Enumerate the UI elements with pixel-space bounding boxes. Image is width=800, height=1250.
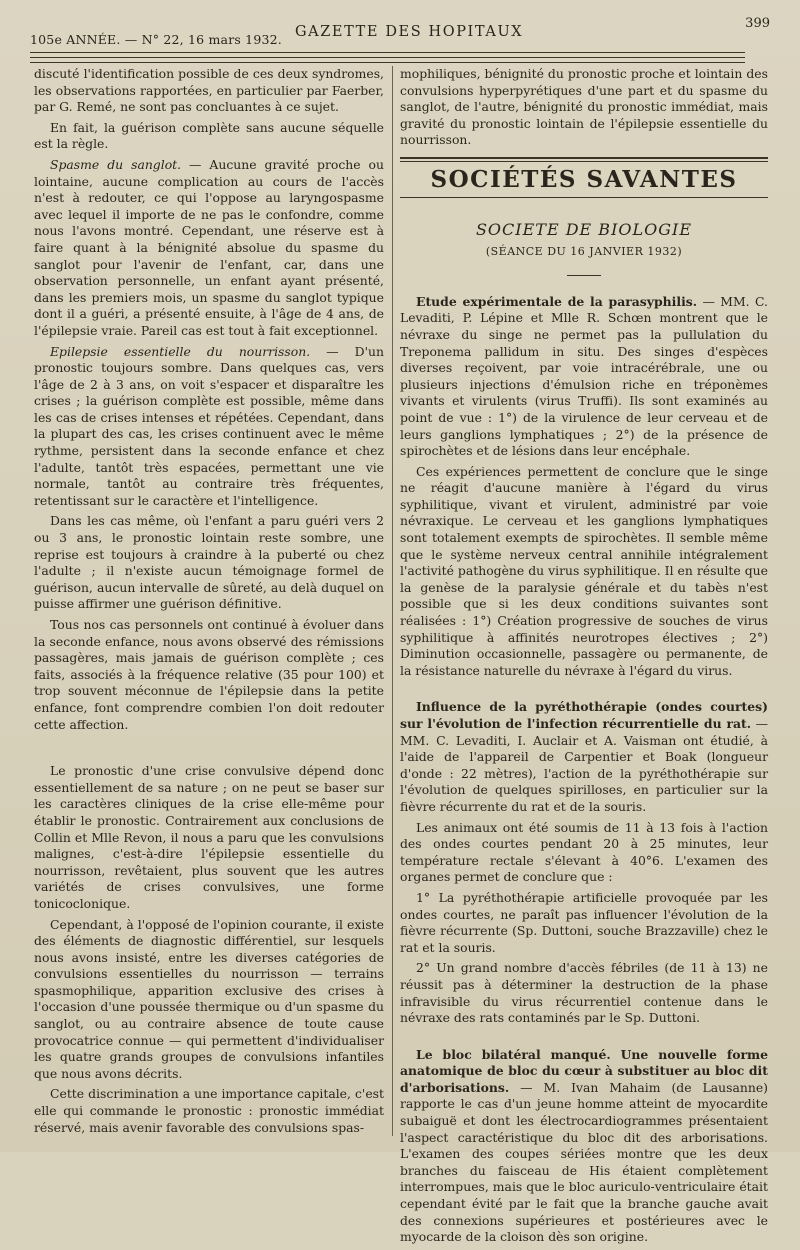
section-rule xyxy=(400,197,768,198)
entry-paragraph: Etude expérimentale de la parasyphilis. — MM. C. Levaditi, P. Lépine et Mlle R. Schœn montrent que le névraxe du singe ne permet pas la pullulation du Treponema pallidum in situ. Des singes d'espèces diverses reçoivent, par voie intracérébrale, une ou plusieurs injections d'émulsion riche en tréponèmes vivants et virulents (virus Truffi). Ils sont examinés au point de vue : 1°) de la virulence de leur cerveau et de leurs ganglions lymphatiques ; 2°) de la présence de spirochètes et de lésions dans leur encéphale. xyxy=(400,293,769,459)
header-rule xyxy=(30,57,745,58)
paragraph: Cependant, à l'opposé de l'opinion courante, il existe des éléments de diagnostic différentiel, sur lesquels nous avons insisté, entre les diverses catégories de convulsions essentielles du nourrisson — terrains spasmophilique, apparition exclusive des crises à l'occasion d'une poussée thermique ou d'un spasme du sanglot, ou au contraire absence de toute cause provocatrice connue — qui permettent d'individualiser les quatre grands groupes de convulsions infantiles que nous avons décrits. xyxy=(34,916,384,1081)
paragraph: Epilepsie essentielle du nourrisson. — D'un pronostic toujours sombre. Dans quelques cas, vers l'âge de 2 à 3 ans, on voit s'espacer et disparaître les crises ; la guérison complète est possible, même dans les cas de crises intenses et répétées. Cependant, dans la plupart des cas, les crises continuent avec le même rythme, persistent dans la seconde enfance et chez l'adulte, tantôt très espacées, permettant une vie normale, tantôt au contraire très fréquentes, retentissant sur le caractère et l'intelligence. xyxy=(34,343,384,508)
paragraph: Les animaux ont été soumis de 11 à 13 fois à l'action des ondes courtes pendant 20 à 25 minutes, leur température rectale s'élevant à 40°6. L'examen des organes permet de conclure que : xyxy=(400,819,768,885)
section-rule xyxy=(400,157,768,159)
entry-paragraph: Influence de la pyréthothérapie (ondes courtes) sur l'évolution de l'infection récurrentielle du rat. —MM. C. Levaditi, I. Auclair et A. Vaisman ont étudié, à l'aide de l'appareil de Carpentier et Boak (longueur d'onde : 22 mètres), l'action de la pyréthothérapie sur l'évolution de quelques spirilloses, en particulier sur la fièvre récurrente du rat et de la souris. xyxy=(400,699,768,814)
page-number: 399 xyxy=(745,16,770,31)
paragraph: Dans les cas même, où l'enfant a paru guéri vers 2 ou 3 ans, le pronostic lointain reste sombre, une reprise est toujours à craindre à la puberté ou chez l'adulte ; il n'existe aucun témoignage formel de guérison, aucun intervalle de sûreté, au delà duquel on puisse affirmer une guérison définitive. xyxy=(34,513,384,612)
paragraph: 1° La pyréthothérapie artificielle provoquée par les ondes courtes, ne paraît pas influencer l'évolution de la fièvre récurrente (Sp. Duttoni, souche Brazzaville) chez le rat et la souris. xyxy=(400,889,768,955)
paragraph: En fait, la guérison complète sans aucune séquelle est la règle. xyxy=(34,119,384,152)
header-rule xyxy=(30,62,745,63)
paragraph: mophiliques, bénignité du pronostic proche et lointain des convulsions hyperpyrétiques d'une part et du spasme du sanglot, de l'autre, bénignité du pronostic immédiat, mais gravité du pronostic lointain de l'épilepsie essentielle du nourrisson. xyxy=(400,66,768,148)
entry-title: Le bloc bilatéral manqué. Une nouvelle forme anatomique de bloc du cœur à substituer au bloc dit d'arborisations. xyxy=(400,1046,768,1095)
section-title: SOCIÉTÉS SAVANTES xyxy=(430,165,738,193)
entry-title: Influence de la pyréthothérapie (ondes courtes) sur l'évolution de l'infection récurrentielle du rat. xyxy=(400,699,768,731)
paragraph: Cette discrimination a une importance capitale, c'est elle qui commande le pronostic : pronostic immédiat réservé, mais avenir favorable des convulsions spas- xyxy=(34,1086,384,1135)
session-date: (SÉANCE DU 16 JANVIER 1932) xyxy=(485,245,683,259)
page-header xyxy=(30,16,770,52)
edition-line: 105e ANNÉE. — N° 22, 16 mars 1932. xyxy=(30,32,282,47)
paragraph: Le pronostic d'une crise convulsive dépend donc essentiellement de sa nature ; on ne peut se baser sur les caractères cliniques de la crise elle-même pour établir le pronostic. Contrairement aux conclusions de Collin et Mlle Revon, il nous a paru que les convulsions malignes, c'est-à-dire l'épilepsie essentielle du nourrisson, revêtaient, plus souvent que les autres variétés de crises convulsives, une forme tonicoclonique. xyxy=(34,763,384,911)
subheading: Epilepsie essentielle du nourrisson. xyxy=(50,343,311,359)
short-rule xyxy=(567,275,601,276)
section-rule xyxy=(400,161,768,162)
society-name: SOCIETE DE BIOLOGIE xyxy=(475,219,693,239)
left-column xyxy=(34,66,384,1140)
column-divider xyxy=(392,66,393,1136)
publication-title: GAZETTE DES HOPITAUX xyxy=(295,24,524,40)
paragraph: Ces expériences permettent de conclure que le singe ne réagit d'aucune manière à l'égard du virus syphilitique, vivant et virulent, administré par voie névraxique. Le cerveau et les ganglions lymphatiques sont totalement exempts de spirochètes. Il semble même que le système nerveux central annihile intégralement l'activité pathogène du virus syphilitique. Il en résulte que la genèse de la paralysie générale et du tabès n'est possible que si les deux conditions suivantes sont réalisées : 1°) Création progressive de souches de virus syphilitique à affinités neurotropes électives ; 2°) Diminution occasionnelle, passagère ou permanente, de la résistance naturelle du névraxe à l'égard du virus. xyxy=(400,463,768,678)
header-rule xyxy=(30,52,745,53)
paragraph: Spasme du sanglot. — Aucune gravité proche ou lointaine, aucune complication au cours de l'accès n'est à redouter, ce qui l'oppose au laryngospasme avec lequel il importe de ne pas le confondre, comme nous l'avons montré. Cependant, une réserve est à faire quant à la bénignité absolue du spasme du sanglot pour l'avenir de l'enfant, car, dans une observation personnelle, un enfant ayant présenté, dans les premiers mois, un spasme du sanglot typique dont il a guéri, a présenté ensuite, à l'âge de 4 ans, de l'épilepsie vraie. Pareil cas est tout à fait exceptionnel. xyxy=(34,156,384,338)
entry-title: Etude expérimentale de la parasyphilis. xyxy=(416,293,698,309)
subheading: Spasme du sanglot. xyxy=(50,156,182,172)
right-column xyxy=(400,66,768,1250)
paragraph: 2° Un grand nombre d'accès fébriles (de 11 à 13) ne réussit pas à déterminer la destruction de la phase infravisible du virus récurrentiel contenue dans le névraxe des rats contaminés par le Sp. Duttoni. xyxy=(400,960,768,1026)
paragraph: discuté l'identification possible de ces deux syndromes, les observations rapportées, en particulier par Faerber, par G. Remé, ne sont pas concluantes à ce sujet. xyxy=(34,66,384,115)
entry-paragraph: Le bloc bilatéral manqué. Une nouvelle forme anatomique de bloc du cœur à substituer au bloc dit d'arborisations. — M. Ivan Mahaim (de Lausanne) rapporte le cas d'un jeune homme atteint de myocardite subaiguë et dont les électrocardiogrammes présentaient l'aspect caractéristique du bloc dit des arborisations. L'examen des coupes sériées montre que les deux branches du faisceau de His étaient complètement interrompues, mais que le bloc auriculo-ventriculaire était cependant évité par le fait que la branche gauche avait des connexions supérieures et postérieures avec le myocarde de la cloison dès son origine. xyxy=(400,1046,768,1245)
paragraph: Tous nos cas personnels ont continué à évoluer dans la seconde enfance, nous avons observé des rémissions passagères, mais jamais de guérison complète ; ces faits, associés à la fréquence relative (35 pour 100) et trop souvent méconnue de l'épilepsie dans la petite enfance, font comprendre combien l'on doit redouter cette affection. xyxy=(34,617,384,732)
